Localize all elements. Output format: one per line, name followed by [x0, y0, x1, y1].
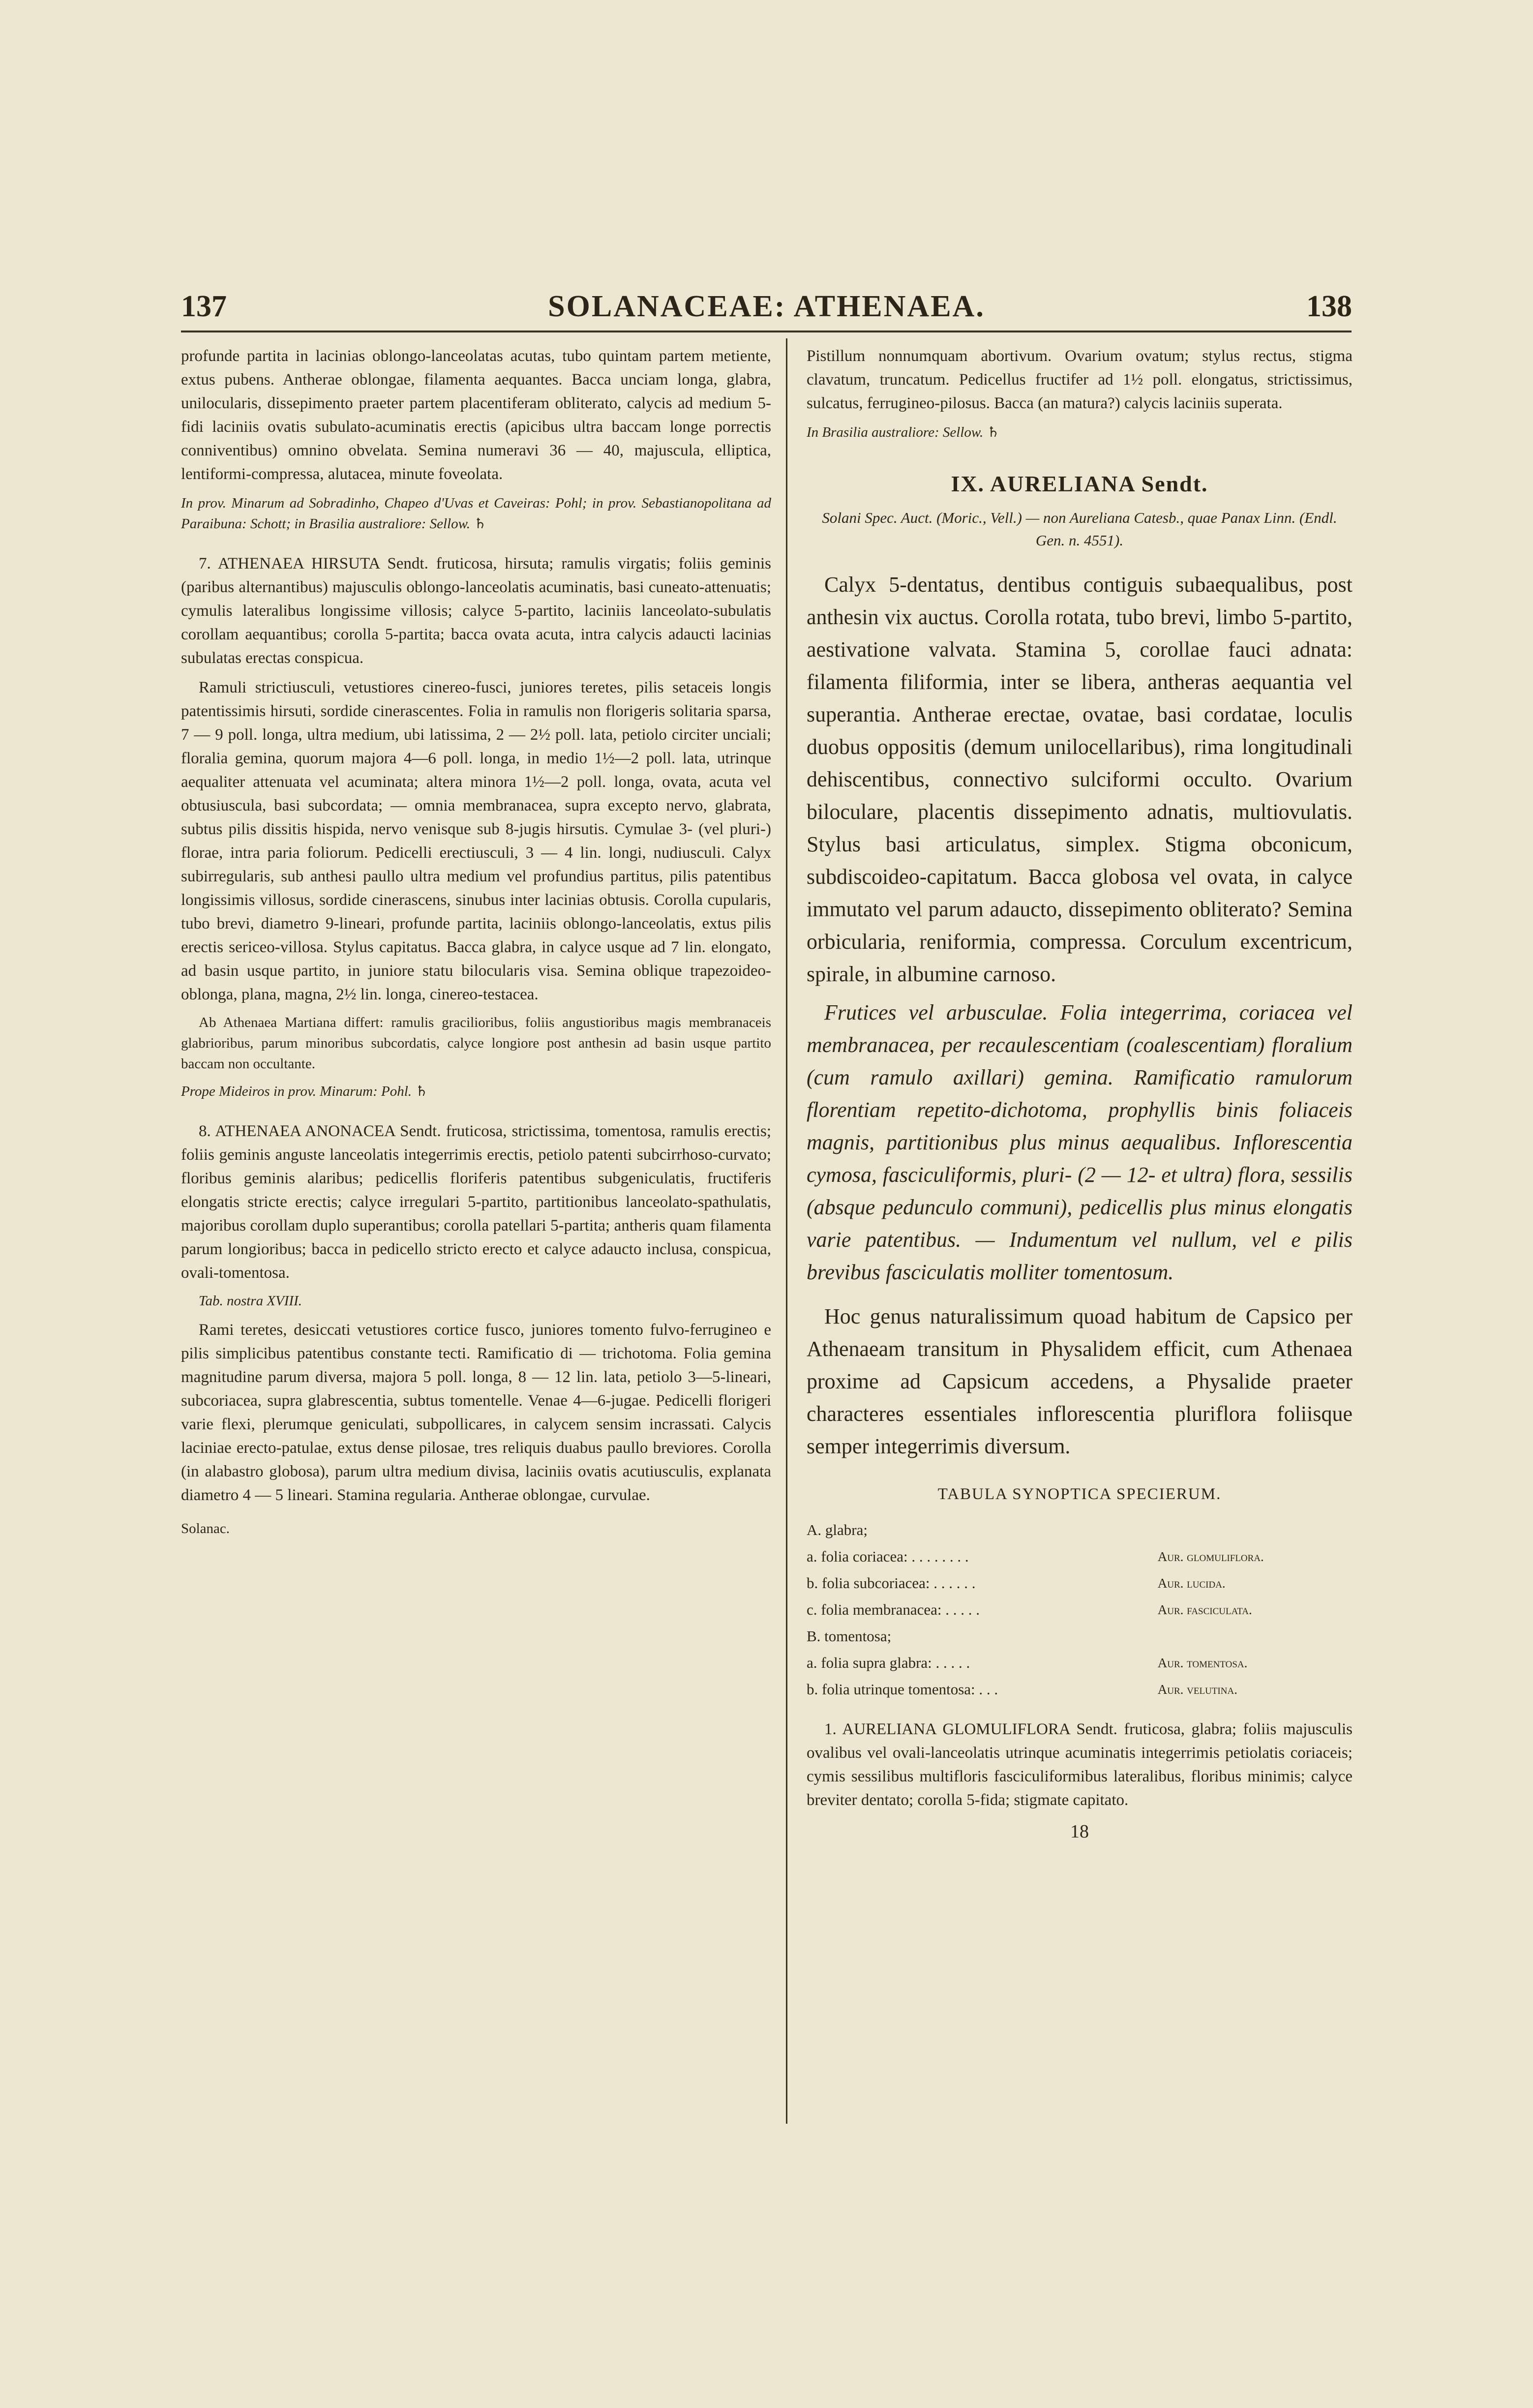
locality-2: Prope Mideiros in prov. Minarum: Pohl. ♄ [181, 1084, 428, 1099]
right-column [807, 344, 1353, 1849]
species-7-diagnosis: 7. ATHENAEA HIRSUTA Sendt. fruticosa, hirsuta; ramulis virgatis; foliis geminis (paribus alternantibus) majusculis oblongo-lanceolatis acuminatis, basi cuneato-attenuatis; cymulis lateralibus longissime villosis; calyce 5-partito, laciniis lanceolato-subulatis corollam aequantibus; corolla 5-partita; bacca ovata acuta, intra calycis adaucti lacinias subulatas erectas conspicua. [181, 555, 771, 667]
genus-character: Calyx 5-dentatus, dentibus contiguis subaequalibus, post anthesin vix auctus. Corolla rotata, tubo brevi, limbo 5-partito, aestivatione valvata. Stamina 5, corollae fauci adnata: filamenta filiformia, inter se libera, antheras aequantia vel superantia. Antherae erectae, ovatae, basi cordatae, loculis duobus oppositis (demum unilocellaribus), rima longitudinali dehiscentibus, connectivo sulciformi occulto. Ovarium biloculare, placentis dissepimento adnatis, multiovulatis. Stylus basi articulatus, simplex. Stigma obconicum, subdiscoideo-capitatum. Bacca globosa vel ovata, in calyce immutato vel parum adaucto, dissepimento obliterato? Semina orbicularia, reniformia, compressa. Corculum excentricum, spirale, in albumine carnoso. [807, 572, 1353, 986]
key-species: Aur. glomuliflora. [1157, 1549, 1264, 1564]
column-divider [786, 338, 787, 2124]
key-species: Aur. tomentosa. [1157, 1656, 1248, 1670]
species-7-note: Ab Athenaea Martiana differt: ramulis gracilioribus, foliis angustioribus magis membranaceis glabrioribus, parum minoribus subcordatis, calyce longiore post anthesin ad basin usque partito baccam non occultante. [181, 1015, 771, 1072]
species-8-diagnosis: 8. ATHENAEA ANONACEA Sendt. fruticosa, strictissima, tomentosa, ramulis erectis; foliis geminis anguste lanceolatis integerrimis erectis, petiolo patenti subcirrhoso-curvato; floribus geminis alaribus; pedicellis floriferis patentibus subgeniculatis, fructiferis elongatis stricte erectis; calyce irregulari 5-partito, partitionibus lanceolato-spathulatis, majoribus corollam duplo superantibus; corolla patellari 5-partita; antheris quam filamenta parum longioribus; bacca in pedicello stricto erecto et calyce adaucto inclusa, conspicua, ovali-tomentosa. [181, 1122, 771, 1282]
key-row [807, 1623, 1353, 1650]
paragraph-continuation: profunde partita in lacinias oblongo-lanceolatas acutas, tubo quintam partem metiente, extus pubens. Antherae oblongae, filamenta aequantes. Bacca unciam longa, glabra, unilocularis, dissepimento praeter partem placentiferam obliterato, calycis ad medium 5-fidi laciniis ovatis subulato-acuminatis erectis (apicibus ultra baccam longe porrectis conniventibus) omnino obvelata. Semina numeravi 36 — 40, majuscula, elliptica, lentiformi-compressa, alutacea, minute foveolata. [181, 347, 771, 483]
key-species [1158, 1623, 1353, 1650]
species-7-description: Ramuli strictiusculi, vetustiores cinereo-fusci, juniores teretes, pilis setaceis longis patentissimis hirsuti, sordide cinerascentes. Folia in ramulis non florigeris solitaria sparsa, 7 — 9 poll. longa, ultra medium, ubi latissima, 2 — 2½ poll. lata, petiolo circiter unciali; floralia gemina, quorum majora 4—6 poll. longa, in medio 1½—2 poll. lata, utrinque aequaliter attenuata vel acuminata; altera minora 1½—2 poll. longa, ovata, acuta vel obtusiuscula, basi subcordata; — omnia membranacea, supra excepto nervo, glabrata, subtus pilis dissitis hispida, nervo venisque sub 8-jugis hirsutis. Cymulae 3- (vel pluri-) florae, intra paria foliorum. Pedicelli erectiusculi, 3 — 4 lin. longi, nudiusculi. Calyx subirregularis, sub anthesi paullo ultra medium vel profundius partitus, pilis patentibus longissimis villosus, sordide cinerascens, sinubus inter lacinias obtusis. Corolla cupularis, tubo brevi, diametro 9-lineari, profunde partita, laciniis oblongo-lanceolatis, extus pilis erectis sericeo-villosa. Stylus capitatus. Bacca glabra, in calyce usque ad 7 lin. elongato, ad basin usque partito, in juniore statu bilocularis visa. Semina oblique trapezoideo-oblonga, plana, magna, 2½ lin. longa, cinereo-testacea. [181, 679, 771, 1003]
genus-remark: Hoc genus naturalissimum quoad habitum de Capsico per Athenaeam transitum in Physalidem efficit, cum Athenaea proxime ad Capsicum accedens, a Physalide praeter characteres essentiales inflorescentia pluriflora foliisque semper integerrimis diversum. [807, 1304, 1353, 1458]
key-criterion: a. folia coriacea: . . . . . . . . [807, 1548, 969, 1565]
genus-habit: Frutices vel arbusculae. Folia integerrima, coriacea vel membranacea, per recaulescentiam (coalescentiam) floralium (cum ramulo axillari) gemina. Ramificatio ramulorum florentiam repetito-dichotoma, prophyllis binis foliaceis magnis, partitionibus plus minus aequalibus. Inflorescentia cymosa, fasciculiformis, pluri- (2 — 12- et ultra) flora, sessilis (absque pedunculo communi), pedicellis plus minus elongatis varie patentibus. — Indumentum vel nullum, vel e pilis brevibus fasciculatis molliter tomentosum. [807, 1000, 1353, 1284]
synoptic-key-table [807, 1517, 1353, 1703]
key-criterion: b. folia utrinque tomentosa: . . . [807, 1681, 998, 1698]
page-number-left: 137 [181, 290, 227, 323]
key-species: Aur. fasciculata. [1157, 1602, 1252, 1617]
species-8-description: Rami teretes, desiccati vetustiores cortice fusco, juniores tomento fulvo-ferrugineo e pilis simplicibus patentibus constante tecti. Ramificatio di — trichotoma. Folia gemina magnitudine parum diversa, majora 5 poll. longa, 8 — 12 lin. lata, petiolo 3—5-lineari, subcoriacea, supra glabrescentia, subtus tomentelle. Venae 4—6-jugae. Pedicelli florigeri varie flexi, plerumque geniculati, subpollicares, in calycem sensim incrassati. Calycis laciniae erecto-patulae, extus dense pilosae, tres reliquis duabus paullo breviores. Corolla (in alabastro globosa), parum ultra medium divisa, laciniis ovatis acutiusculis, explanata diametro 4 — 5 lineari. Stamina regularia. Antherae oblongae, curvulae. [181, 1321, 771, 1504]
key-criterion: c. folia membranacea: . . . . . [807, 1601, 980, 1618]
key-criterion: b. folia subcoriacea: . . . . . . [807, 1574, 976, 1592]
key-species: Aur. velutina. [1157, 1682, 1237, 1697]
key-species [1158, 1517, 1353, 1543]
paragraph-continuation-right: Pistillum nonnumquam abortivum. Ovarium ovatum; stylus rectus, stigma clavatum, truncatum. Pedicellus fructifer ad 1½ poll. elongatus, strictissimus, sulcatus, ferrugineo-pilosus. Bacca (an matura?) calycis laciniis superata. [807, 347, 1353, 412]
signature-mark: Solanac. [181, 1521, 230, 1536]
key-row [807, 1650, 1353, 1676]
key-species: Aur. lucida. [1157, 1576, 1226, 1591]
synoptic-table-title: TABULA SYNOPTICA SPECIERUM. [937, 1485, 1222, 1503]
left-column [181, 344, 771, 1546]
key-row [807, 1517, 1353, 1543]
key-row [807, 1676, 1353, 1703]
signature-number: 18 [1070, 1821, 1089, 1842]
header-rule [181, 331, 1352, 332]
running-header [181, 289, 1352, 333]
key-criterion: B. tomentosa; [807, 1627, 892, 1645]
locality-right: In Brasilia australiore: Sellow. ♄ [807, 424, 1000, 440]
species-1-diagnosis: 1. AURELIANA GLOMULIFLORA Sendt. fruticosa, glabra; foliis majusculis ovalibus vel ovali-lanceolatis utrinque acuminatis integerrimis petiolatis coriaceis; cymis sessilibus multifloris fasciculiformibus lateralibus, floribus minimis; calyce breviter dentato; corolla 5-fida; stigmate capitato. [807, 1720, 1353, 1809]
locality-1: In prov. Minarum ad Sobradinho, Chapeo d'Uvas et Caveiras: Pohl; in prov. Sebastianopolitana ad Paraibuna: Schott; in Brasilia australiore: Sellow. ♄ [181, 495, 771, 532]
genus-synonymy: Solani Spec. Auct. (Moric., Vell.) — non Aureliana Catesb., quae Panax Linn. (Endl. Gen. n. 4551). [822, 509, 1337, 549]
running-title: SOLANACEAE: ATHENAEA. [548, 290, 985, 323]
key-row [807, 1543, 1353, 1570]
page-number-right: 138 [1306, 290, 1352, 323]
plate-reference: Tab. nostra XVIII. [199, 1293, 302, 1309]
key-row [807, 1596, 1353, 1623]
key-criterion: a. folia supra glabra: . . . . . [807, 1654, 970, 1671]
key-criterion: A. glabra; [807, 1521, 868, 1538]
key-row [807, 1570, 1353, 1596]
genus-heading: IX. AURELIANA Sendt. [951, 471, 1208, 496]
